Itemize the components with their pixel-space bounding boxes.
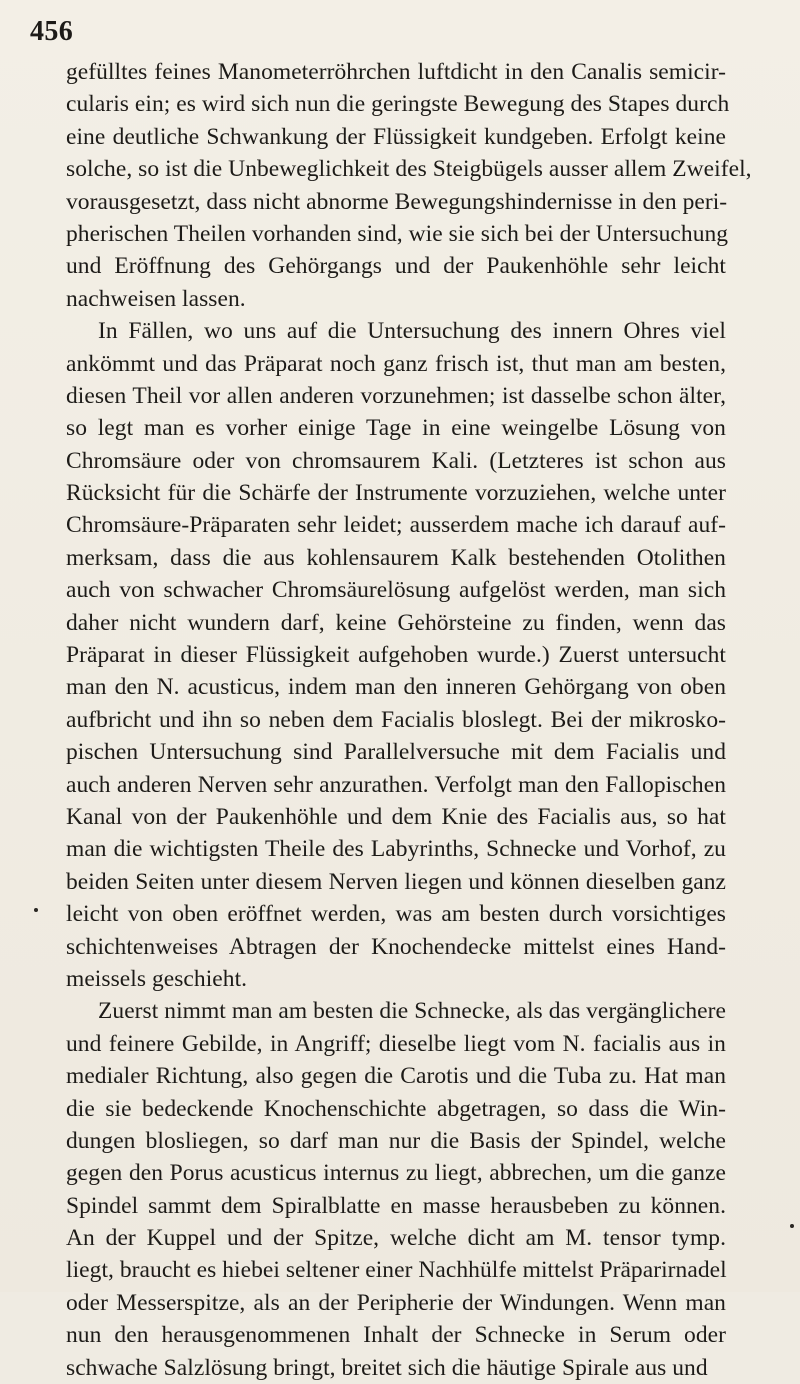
text-line: oder Messerspitze, als an der Peripherie der Windungen. Wenn man [66, 1289, 726, 1316]
text-line: leicht von oben eröffnet werden, was am besten durch vorsichtiges [66, 901, 726, 928]
paragraph-start-line: In Fällen, wo uns auf die Untersuchung des innern Ohres viel [98, 318, 726, 345]
text-line: diesen Theil vor allen anderen vorzunehmen; ist dasselbe schon älter, [66, 382, 726, 409]
page-number: 456 [30, 16, 74, 47]
text-line: auch von schwacher Chromsäurelösung aufgelöst werden, man sich [66, 577, 726, 604]
text-line: gegen den Porus acusticus internus zu liegt, abbrechen, um die ganze [66, 1160, 726, 1187]
text-line: solche, so ist die Unbeweglichkeit des Steigbügels ausser allem Zweifel, [66, 156, 752, 183]
text-line: man die wichtigsten Theile des Labyrinths, Schnecke und Vorhof, zu [66, 836, 726, 863]
text-line: nun den herausgenommenen Inhalt der Schnecke in Serum oder [66, 1322, 726, 1349]
text-line: gefülltes feines Manometerröhrchen luftdicht in den Canalis semicir- [66, 59, 726, 85]
text-line: merksam, dass die aus kohlensaurem Kalk bestehenden Otolithen [66, 544, 726, 571]
text-line: Spindel sammt dem Spiralblatte en masse herausbeben zu können. [66, 1192, 726, 1219]
text-line: eine deutliche Schwankung der Flüssigkeit kundgeben. Erfolgt keine [66, 123, 726, 150]
text-line: beiden Seiten unter diesem Nerven liegen und können dieselben ganz [66, 868, 726, 895]
text-line: man den N. acusticus, indem man den inneren Gehörgang von oben [66, 674, 726, 701]
text-line: cularis ein; es wird sich nun die geringste Bewegung des Stapes durch [66, 91, 730, 118]
text-line: Rücksicht für die Schärfe der Instrumente vorzuziehen, welche unter [66, 480, 726, 507]
text-line: auch anderen Nerven sehr anzurathen. Verfolgt man den Fallopischen [66, 771, 726, 798]
scan-speck [790, 1224, 794, 1228]
paragraph-end-line: meissels geschieht. [66, 965, 248, 992]
text-line: schwache Salzlösung bringt, breitet sich die häutige Spirale aus und [66, 1354, 708, 1381]
text-line: die sie bedeckende Knochenschichte abgetragen, so dass die Win- [66, 1095, 726, 1122]
text-line: An der Kuppel und der Spitze, welche dicht am M. tensor tymp. [66, 1225, 726, 1252]
text-line: und feinere Gebilde, in Angriff; dieselbe liegt vom N. facialis aus in [66, 1030, 726, 1057]
body-text [66, 56, 752, 1384]
paragraph-end-line: nachweisen lassen. [66, 285, 246, 312]
text-line: schichtenweises Abtragen der Knochendecke mittelst eines Hand- [66, 933, 726, 960]
text-line: Chromsäure oder von chromsaurem Kali. (Letzteres ist schon aus [66, 447, 726, 474]
text-line: und Eröffnung des Gehörgangs und der Paukenhöhle sehr leicht [66, 253, 726, 280]
text-line: vorausgesetzt, dass nicht abnorme Bewegungshindernisse in den peri- [66, 188, 728, 215]
text-line: Kanal von der Paukenhöhle und dem Knie des Facialis aus, so hat [66, 803, 726, 830]
text-line: aufbricht und ihn so neben dem Facialis bloslegt. Bei der mikrosko- [66, 706, 726, 733]
text-line: so legt man es vorher einige Tage in eine weingelbe Lösung von [66, 415, 726, 442]
text-line: ankömmt und das Präparat noch ganz frisch ist, thut man am besten, [66, 350, 726, 377]
text-line: liegt, braucht es hiebei seltener einer Nachhülfe mittelst Präparirnadel [66, 1257, 727, 1284]
text-line: daher nicht wundern darf, keine Gehörsteine zu finden, wenn das [66, 609, 726, 636]
text-line: Chromsäure-Präparaten sehr leidet; ausserdem mache ich darauf auf- [66, 512, 726, 539]
text-line: pischen Untersuchung sind Parallelversuche mit dem Facialis und [66, 739, 726, 766]
text-line: pherischen Theilen vorhanden sind, wie sie sich bei der Untersuchung [66, 220, 729, 247]
text-line: dungen blosliegen, so darf man nur die Basis der Spindel, welche [66, 1127, 726, 1154]
text-line: Präparat in dieser Flüssigkeit aufgehoben wurde.) Zuerst untersucht [66, 642, 726, 669]
paragraph-start-line: Zuerst nimmt man am besten die Schnecke, als das vergänglichere [98, 998, 726, 1025]
text-line: medialer Richtung, also gegen die Carotis und die Tuba zu. Hat man [66, 1063, 726, 1090]
scan-speck [34, 908, 38, 912]
